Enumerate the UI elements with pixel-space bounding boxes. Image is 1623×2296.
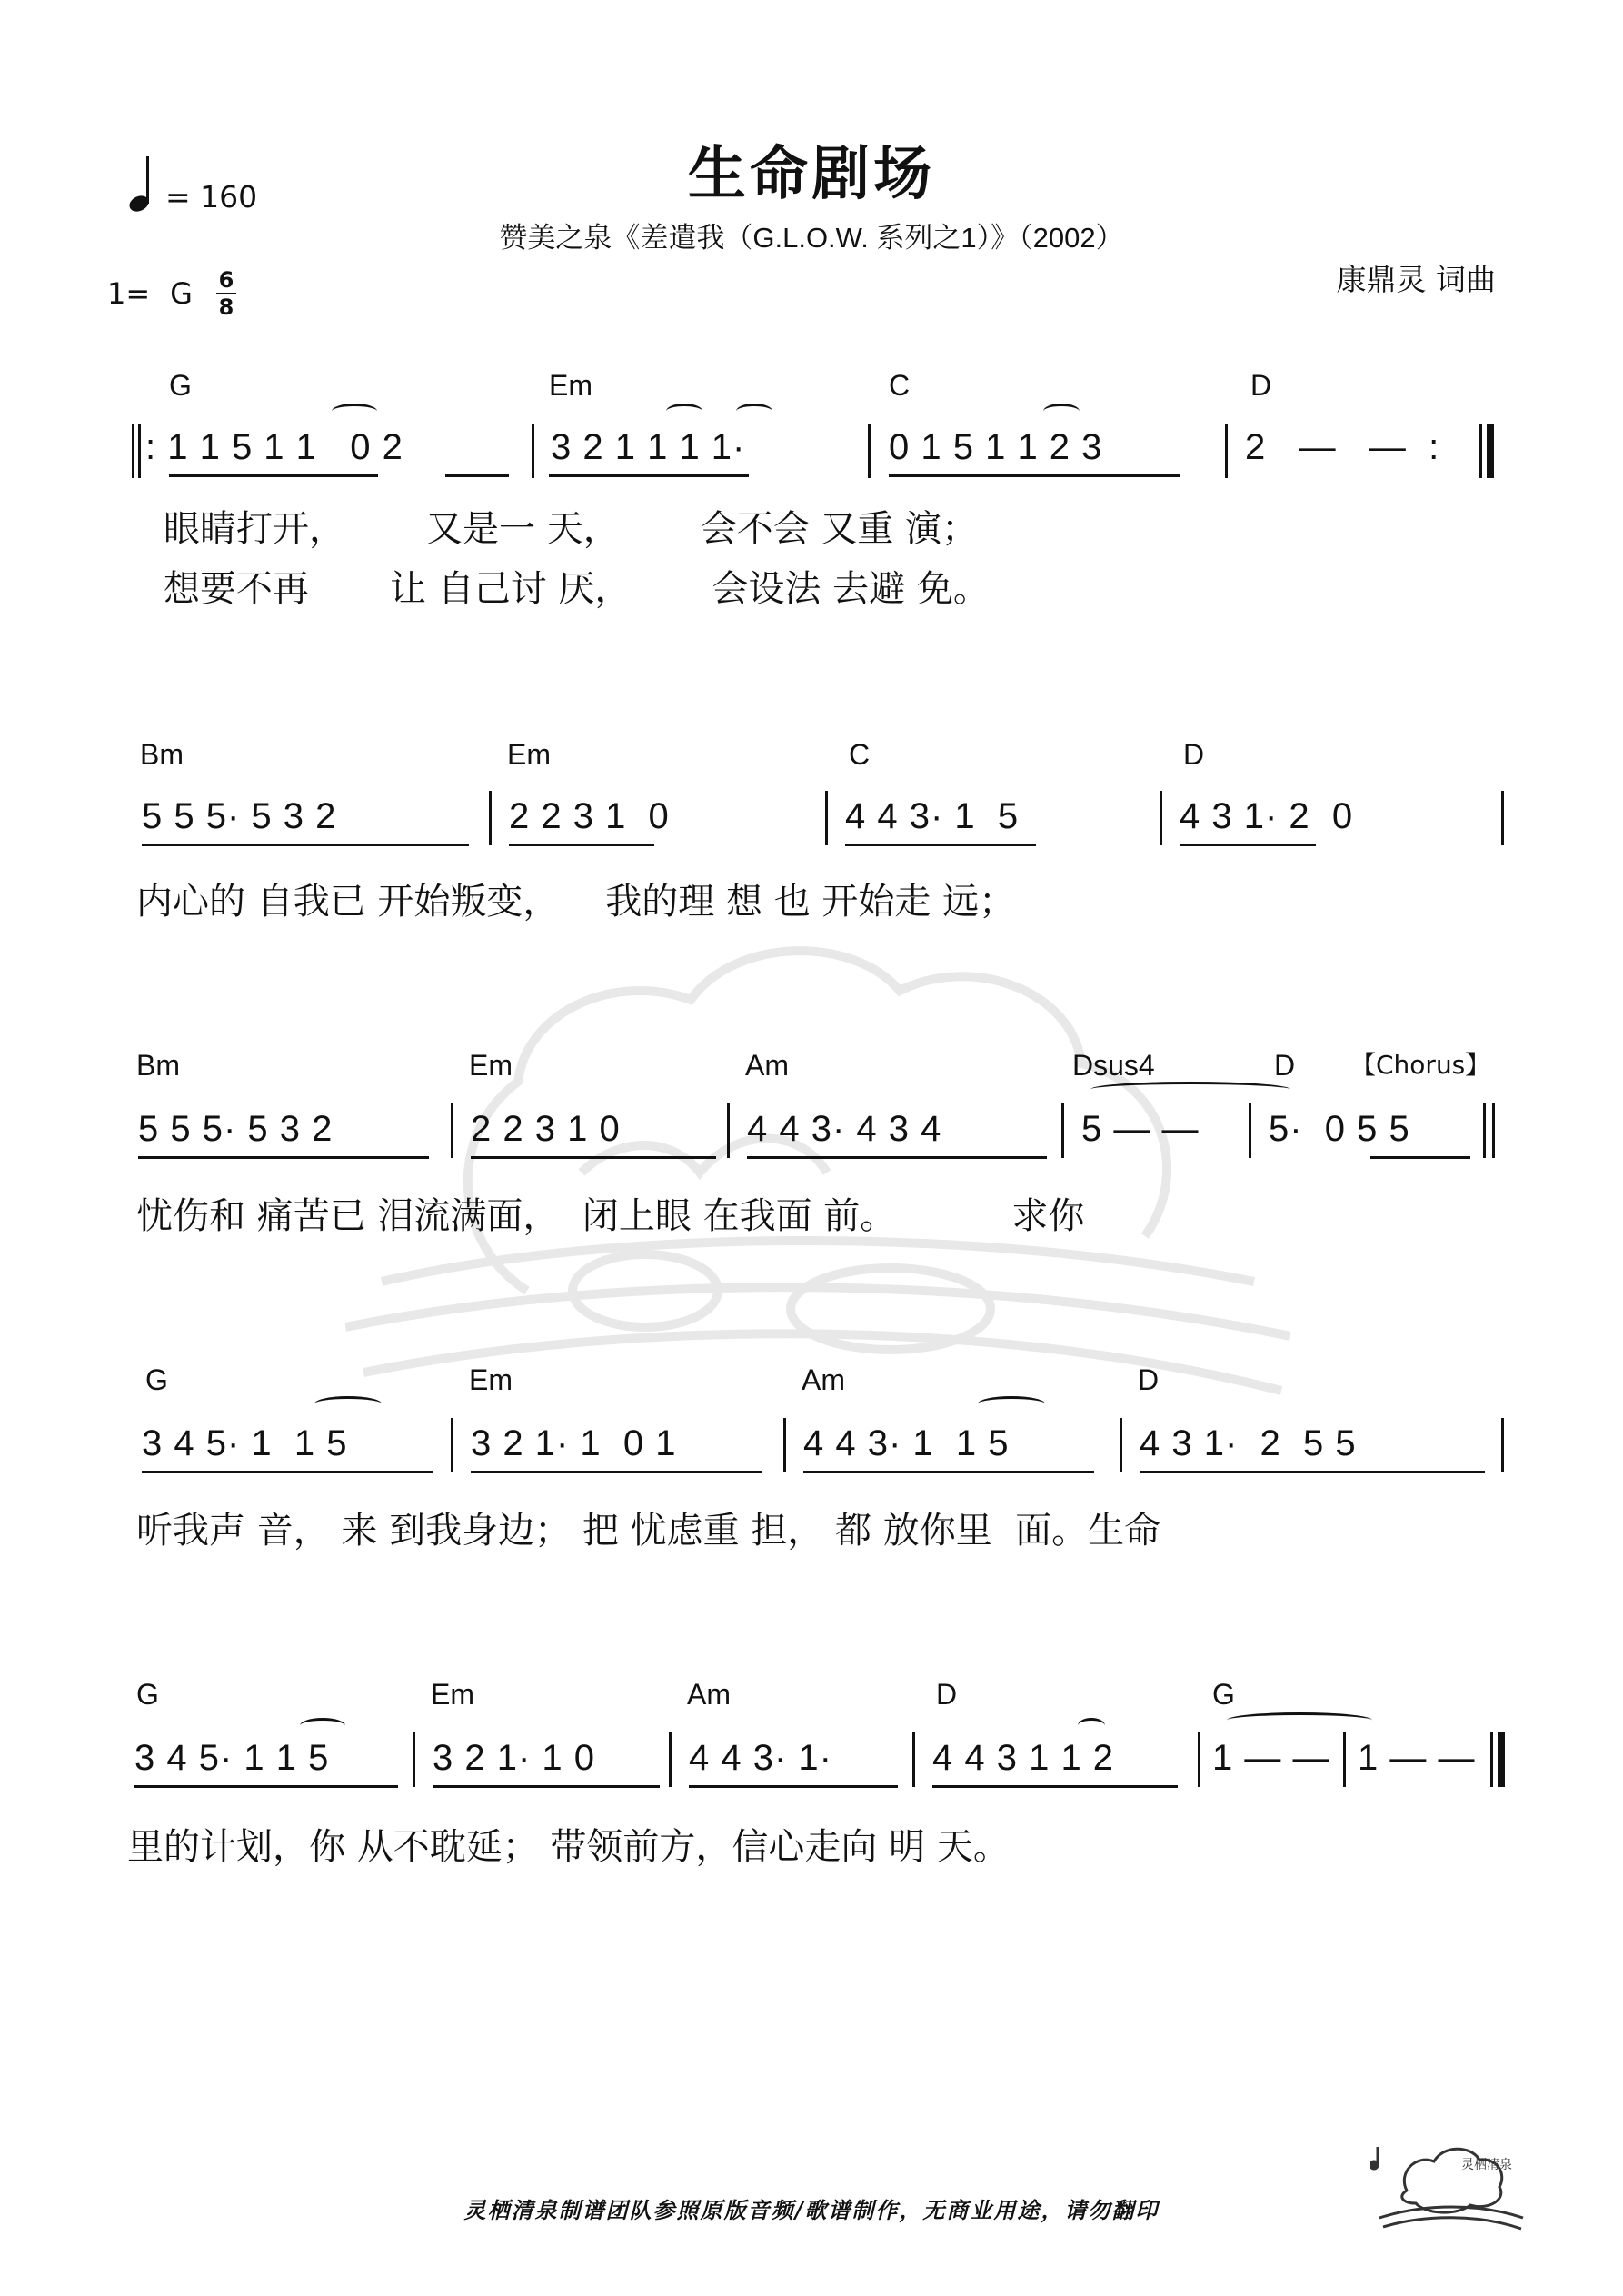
measure-notes: 4 4 3 1 1 2	[932, 1738, 1115, 1778]
key-note: G	[170, 276, 193, 311]
beam-underline	[747, 1156, 1047, 1159]
chord-symbol: Em	[549, 369, 592, 402]
final-barline	[1498, 1732, 1505, 1787]
repeat-start-barline	[138, 424, 141, 478]
double-barline	[1492, 1103, 1495, 1158]
barline	[451, 1418, 453, 1472]
measure-notes: 3 2 1· 1 0	[433, 1738, 596, 1778]
chord-symbol: Em	[507, 738, 551, 771]
measure-notes: 3 2 1 1 1 1·	[551, 427, 746, 467]
chord-symbol: D	[936, 1678, 958, 1711]
measure-notes: 0 1 5 1 1 2 3	[889, 427, 1103, 467]
chord-symbol: Bm	[140, 738, 184, 771]
barline	[1160, 791, 1162, 845]
author-credit: 康鼎灵 词曲	[1336, 262, 1496, 297]
chord-symbol: G	[145, 1363, 168, 1396]
chord-symbol: D	[1138, 1363, 1160, 1396]
barline	[1343, 1732, 1346, 1787]
chord-symbol: Em	[469, 1049, 513, 1082]
measure-notes: 5 5 5· 5 3 2	[138, 1109, 334, 1149]
lyrics-verse-1: 里的计划，你 从不耽延； 带领前方，信心走向 明 天。	[127, 1826, 1010, 1868]
measure-notes: 1 — —	[1212, 1738, 1330, 1778]
song-title: 生命剧场	[688, 141, 935, 208]
tie-arc	[1227, 1712, 1372, 1728]
tie-arc	[300, 1718, 345, 1733]
copyright-footer: 灵栖清泉制谱团队参照原版音频/歌谱制作，无商业用途，请勿翻印	[463, 2197, 1160, 2223]
measure-notes: 4 4 3· 1 1 5	[803, 1423, 1010, 1463]
beam-underline	[433, 1785, 660, 1788]
repeat-start-barline	[132, 424, 134, 478]
chord-symbol: Dsus4	[1072, 1049, 1155, 1082]
measure-notes: 4 4 3· 1 5	[845, 796, 1020, 836]
key-label: 1=	[107, 276, 151, 311]
measure-notes: 4 3 1· 2 0	[1180, 796, 1354, 836]
final-barline	[1490, 1732, 1493, 1787]
time-signature	[216, 269, 236, 318]
lyrics-verse-1: 忧伤和 痛苦已 泪流满面， 闭上眼 在我面 前。 求你	[136, 1195, 1085, 1237]
barline	[1120, 1418, 1122, 1472]
tempo-marking	[129, 156, 257, 215]
tie-arc	[1043, 404, 1080, 419]
chord-symbol: C	[849, 738, 871, 771]
chord-symbol: D	[1250, 369, 1272, 402]
beam-underline	[1370, 1156, 1470, 1159]
sheep-logo-icon	[1370, 2127, 1525, 2236]
lyrics-verse-2: 想要不再 让 自己讨 厌， 会设法 去避 免。	[164, 568, 990, 610]
barline	[1198, 1732, 1200, 1787]
tie-arc	[1090, 1082, 1290, 1097]
measure-notes: : 1 1 5 1 1 0 2	[145, 427, 403, 467]
time-signature-top: 6	[218, 267, 234, 293]
barline	[669, 1732, 672, 1787]
measure-notes: 5 — —	[1081, 1109, 1200, 1149]
tempo-value: = 160	[165, 179, 258, 215]
tie-arc	[978, 1396, 1045, 1412]
lyrics-verse-1: 内心的 自我已 开始叛变， 我的理 想 也 开始走 远；	[136, 881, 1016, 923]
barline	[532, 424, 534, 478]
chord-symbol: D	[1183, 738, 1205, 771]
barline	[868, 424, 871, 478]
logo-text: 灵栖清泉	[1461, 2158, 1512, 2172]
barline	[413, 1732, 415, 1787]
quarter-note-icon	[129, 156, 153, 215]
beam-underline	[889, 474, 1180, 477]
measure-notes: 3 2 1· 1 0 1	[471, 1423, 677, 1463]
barline	[727, 1103, 730, 1158]
barline	[825, 791, 828, 845]
lyrics-verse-1: 听我声 音， 来 到我身边； 把 忧虑重 担， 都 放你里 面。生命	[136, 1510, 1161, 1552]
beam-underline	[142, 844, 469, 846]
album-subtitle: 赞美之泉《差遣我（G.L.O.W. 系列之1）》（2002）	[499, 222, 1124, 254]
tie-arc	[332, 404, 377, 419]
chorus-marker: 【Chorus】	[1350, 1050, 1491, 1080]
beam-underline	[445, 474, 509, 477]
beam-underline	[845, 844, 1036, 846]
beam-underline	[1140, 1471, 1485, 1473]
chord-symbol: D	[1274, 1049, 1296, 1082]
beam-underline	[549, 474, 749, 477]
beam-underline	[471, 1471, 762, 1473]
measure-notes: 1 — —	[1358, 1738, 1476, 1778]
barline	[1249, 1103, 1251, 1158]
barline	[1501, 791, 1504, 845]
beam-underline	[689, 1785, 898, 1788]
barline	[489, 791, 492, 845]
time-signature-bottom: 8	[218, 294, 234, 320]
beam-underline	[169, 474, 378, 477]
barline	[1501, 1418, 1504, 1472]
measure-notes: 4 4 3· 4 3 4	[747, 1109, 942, 1149]
sheep-watermark-icon	[345, 900, 1290, 1409]
chord-symbol: C	[889, 369, 911, 402]
chord-symbol: G	[169, 369, 192, 402]
beam-underline	[142, 1471, 433, 1473]
measure-notes: 3 4 5· 1 1 5	[134, 1738, 330, 1778]
chord-symbol: Am	[745, 1049, 789, 1082]
beam-underline	[1180, 844, 1316, 846]
tie-arc	[1078, 1718, 1105, 1733]
repeat-end-barline	[1479, 424, 1482, 478]
measure-notes: 2 2 3 1 0	[471, 1109, 621, 1149]
measure-notes: 3 4 5· 1 1 5	[142, 1423, 348, 1463]
double-barline	[1483, 1103, 1486, 1158]
beam-underline	[134, 1785, 398, 1788]
chord-symbol: Am	[802, 1363, 845, 1396]
repeat-end-barline	[1487, 424, 1494, 478]
lyrics-verse-1: 眼睛打开， 又是一 天， 会不会 又重 演；	[164, 508, 979, 550]
chord-symbol: Bm	[136, 1049, 180, 1082]
measure-notes: 2 2 3 1 0	[509, 796, 670, 836]
beam-underline	[471, 1156, 716, 1159]
beam-underline	[932, 1785, 1178, 1788]
barline	[1061, 1103, 1064, 1158]
beam-underline	[803, 1471, 1094, 1473]
measure-notes: 2 — — :	[1245, 427, 1440, 467]
barline	[912, 1732, 915, 1787]
tie-arc	[736, 404, 772, 419]
barline	[451, 1103, 453, 1158]
beam-underline	[138, 1156, 429, 1159]
chord-symbol: Am	[687, 1678, 731, 1711]
key-signature	[107, 269, 236, 318]
chord-symbol: G	[1212, 1678, 1235, 1711]
chord-symbol: Em	[431, 1678, 474, 1711]
tie-arc	[314, 1396, 382, 1412]
measure-notes: 4 3 1· 2 5 5	[1140, 1423, 1357, 1463]
chord-symbol: Em	[469, 1363, 513, 1396]
measure-notes: 5 5 5· 5 3 2	[142, 796, 337, 836]
barline	[1225, 424, 1228, 478]
measure-notes: 4 4 3· 1·	[689, 1738, 832, 1778]
tie-arc	[666, 404, 702, 419]
chord-symbol: G	[136, 1678, 159, 1711]
barline	[783, 1418, 786, 1472]
measure-notes: 5· 0 5 5	[1269, 1109, 1410, 1149]
beam-underline	[509, 844, 654, 846]
